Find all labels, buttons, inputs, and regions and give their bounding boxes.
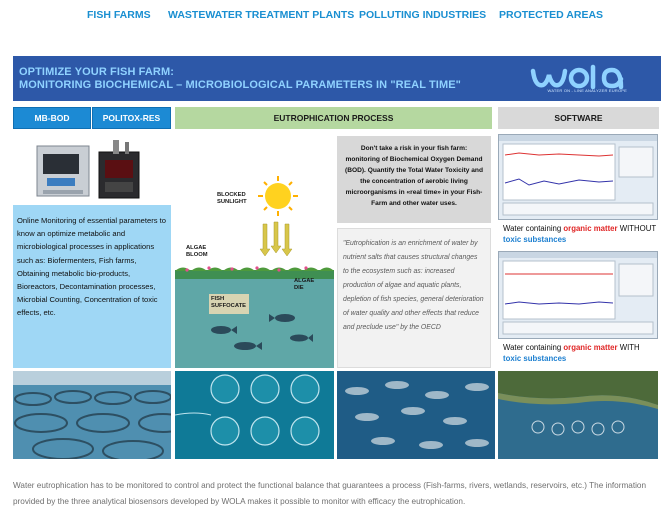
nav-fish-farms[interactable]: FISH FARMS: [87, 9, 151, 21]
caption1-prefix: Water containing: [503, 224, 564, 233]
nav-polluting-industries[interactable]: POLLUTING INDUSTRIES: [359, 9, 487, 21]
nav-protected-areas[interactable]: PROTECTED AREAS: [499, 9, 604, 21]
nav-wastewater-treatment-plants[interactable]: WASTEWATER TREATMENT PLANTS: [168, 9, 355, 21]
label-algae-die: ALGAE DIE: [294, 278, 315, 291]
oecd-quote-text: "Eutrophication is an enrichment of water by nutrient salts that causes structural changes to the ecosystem such as: increased production of algae and aquatic plants, depletion of fish species, general deterioration of water quality and other effects that reduce and preclude use" by the OECD: [343, 240, 484, 331]
caption1-middle: WITHOUT: [617, 224, 656, 233]
aerial-net-pens-image: [175, 371, 334, 459]
caption2-prefix: Water containing: [503, 343, 564, 352]
photo-fish-farm-pens: [13, 371, 171, 459]
fish-farm-pens-image: [13, 371, 171, 459]
analyzer-devices-illustration: [13, 132, 171, 202]
software-graph-1: [499, 135, 657, 219]
caption2-middle: WITH: [617, 343, 640, 352]
caption-without-toxic: [503, 223, 658, 245]
analyzer-devices-image: [13, 132, 171, 202]
mb-bod-description: [13, 205, 171, 368]
caption-with-toxic: [503, 342, 658, 364]
logo-subtitle: WATER ON - LINE ANALYZER EUROPE: [547, 88, 627, 93]
tab-software[interactable]: SOFTWARE: [498, 107, 659, 129]
label-blocked-sunlight: BLOCKED SUNLIGHT: [217, 192, 247, 205]
footer-description: Water eutrophication has to be monitored to control and protect the functional balance that guarantees a process (Fish-farms, rivers, wetlands, reservoirs, etc.) The information provided by the three analytical biosensors developed by WOLA makes it possible to monitor with efficacy the eutrophication.: [13, 481, 647, 506]
bod-callout: [337, 136, 491, 223]
oecd-quote: [337, 228, 491, 368]
tab-politox-res[interactable]: POLITOX-RES: [92, 107, 171, 129]
photo-fish-underwater: [337, 371, 495, 459]
banner-title-line1: OPTIMIZE YOUR FISH FARM:: [19, 66, 174, 78]
caption1-organic-matter: organic matter: [563, 224, 618, 233]
label-fish-suffocate: FISH SUFFOCATE: [211, 296, 246, 309]
eutrophication-diagram: [175, 132, 334, 368]
software-screenshot-with-toxics: [498, 251, 658, 339]
photo-aerial-net-pens: [175, 371, 334, 459]
bod-callout-text: Don't take a risk in your fish farm: monitoring of Biochemical Oxygen Demand (BOD). Quantify the Total Water Toxicity and the concentration of aerobic living microorganisms in «real time» in your Fish-Farm and other water uses.: [345, 145, 483, 207]
top-navigation: [0, 0, 664, 30]
caption2-organic-matter: organic matter: [563, 343, 618, 352]
mb-bod-description-text: Online Monitoring of essential parameters to know an optimize metabolic and microbiological processes in applications such as: Biofermenters, Fish farms, Obtaining metabolic bio-products, Bioreactors, Decontamination processes, Microbial Counting, Concentration of toxic effects, etc.: [17, 216, 166, 318]
coastal-fish-farm-image: [498, 371, 658, 459]
label-algae-bloom: ALGAE BLOOM: [186, 245, 208, 258]
software-screenshot-without-toxics: [498, 134, 658, 220]
tab-mb-bod[interactable]: MB-BOD: [13, 107, 91, 129]
software-graph-2: [499, 252, 657, 338]
hero-banner: [13, 56, 661, 101]
banner-title-line2: MONITORING BIOCHEMICAL – MICROBIOLOGICAL PARAMETERS IN "REAL TIME": [19, 79, 461, 91]
caption1-toxic-substances: toxic substances: [503, 235, 567, 244]
photo-coastal-fish-farm: [498, 371, 658, 459]
fish-underwater-image: [337, 371, 495, 459]
tab-eutrophication-process[interactable]: EUTROPHICATION PROCESS: [175, 107, 492, 129]
caption2-toxic-substances: toxic substances: [503, 354, 567, 363]
